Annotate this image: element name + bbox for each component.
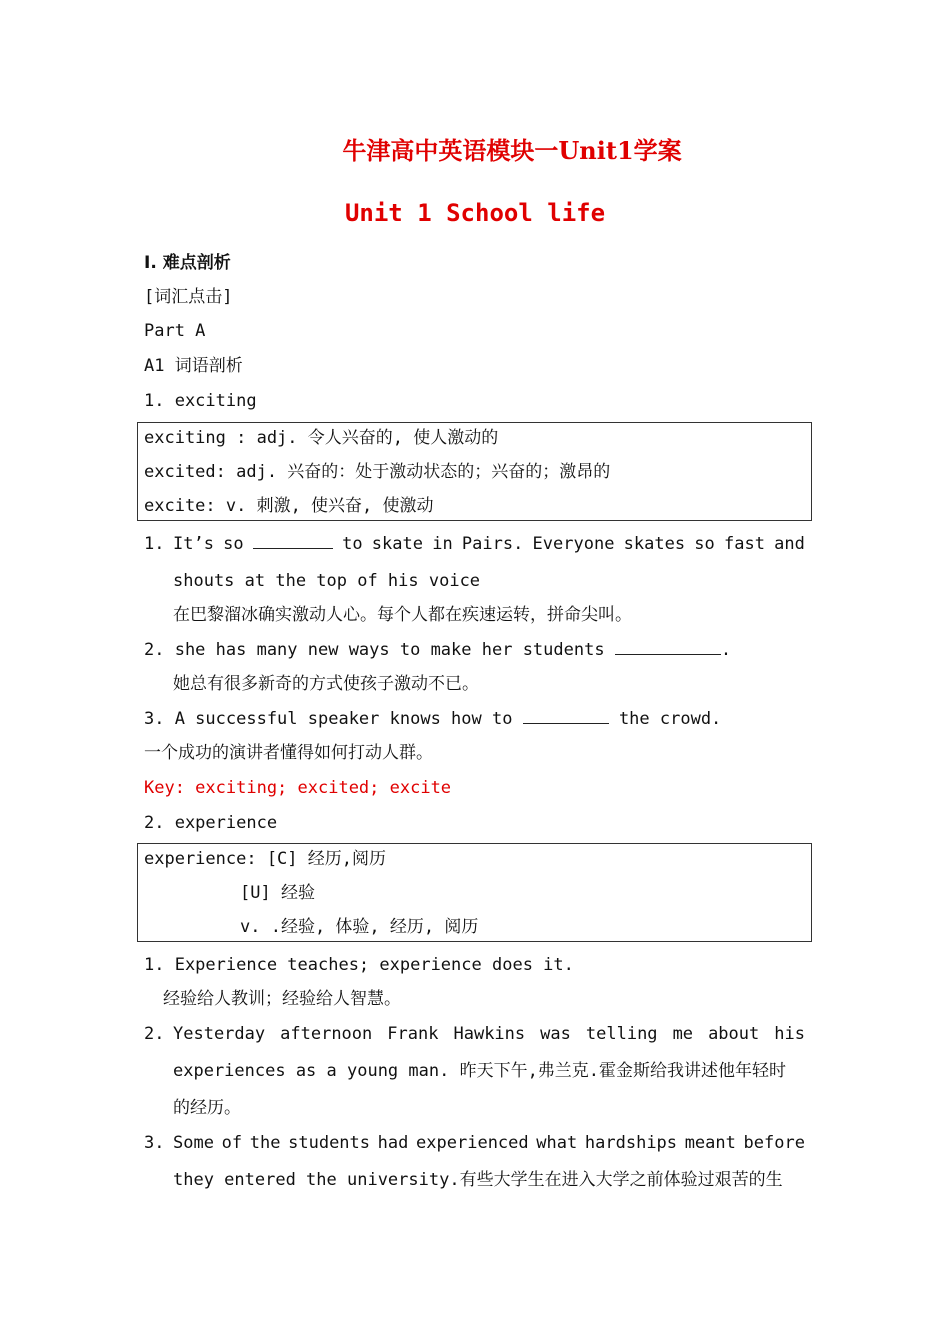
a1-label: A1 词语剖析 <box>144 356 243 376</box>
example-sentence: It’s so to skate in Pairs. Everyone skates so fast and <box>173 534 805 554</box>
fill-blank <box>523 708 609 724</box>
word2-heading: 2. experience <box>144 813 278 833</box>
example-sentence-cont: 的经历。 <box>173 1098 241 1118</box>
vocab-label: [词汇点击] <box>144 287 233 307</box>
example-number: 3. <box>144 1133 165 1153</box>
example-sentence: Some of the students had experienced what hardships meant before <box>173 1133 805 1153</box>
fill-blank <box>253 533 333 555</box>
word2-def-line: v. .经验, 体验, 经历, 阅历 <box>240 917 479 937</box>
example-sentence: 2. she has many new ways to make her students . <box>144 640 732 660</box>
section-heading: I. 难点剖析 <box>144 253 231 273</box>
example-sentence-cont: they entered the university.有些大学生在进入大学之前体验过艰苦的生 <box>173 1170 783 1190</box>
example-sentence-cont: experiences as a young man. 昨天下午,弗兰克.霍金斯给我讲述他年轻时 <box>173 1061 787 1081</box>
word1-heading: 1. exciting <box>144 391 257 411</box>
word1-def-line: exciting : adj. 令人兴奋的, 使人激动的 <box>144 428 499 448</box>
example-translation: 在巴黎溜冰确实激动人心。每个人都在疾速运转，拼命尖叫。 <box>173 605 632 625</box>
fill-blank <box>615 639 721 655</box>
example-sentence: 1. Experience teaches; experience does it. <box>144 955 574 975</box>
example-translation: 她总有很多新奇的方式使孩子激动不已。 <box>173 674 479 694</box>
example-number: 1. <box>144 534 165 554</box>
example-sentence: Yesterday afternoon Frank Hawkins was telling me about his <box>173 1024 805 1044</box>
document-title: 牛津高中英语模块一Unit1学案 <box>342 136 682 165</box>
answer-key: Key: exciting; excited; excite <box>144 778 452 798</box>
example-translation: 经验给人教训；经验给人智慧。 <box>163 989 401 1009</box>
example-number: 2. <box>144 1024 165 1044</box>
word2-def-line: [U] 经验 <box>240 883 315 903</box>
word1-def-line: excite: v. 刺激, 使兴奋, 使激动 <box>144 496 434 516</box>
word2-def-line: experience: [C] 经历,阅历 <box>144 849 386 869</box>
unit-title: Unit 1 School life <box>344 199 606 227</box>
word1-def-line: excited: adj. 兴奋的：处于激动状态的；兴奋的；激昂的 <box>144 462 611 482</box>
part-label: Part A <box>144 321 206 341</box>
example-translation: 一个成功的演讲者懂得如何打动人群。 <box>144 743 433 763</box>
example-sentence-cont: shouts at the top of his voice <box>173 571 481 591</box>
example-sentence: 3. A successful speaker knows how to the crowd. <box>144 709 722 729</box>
